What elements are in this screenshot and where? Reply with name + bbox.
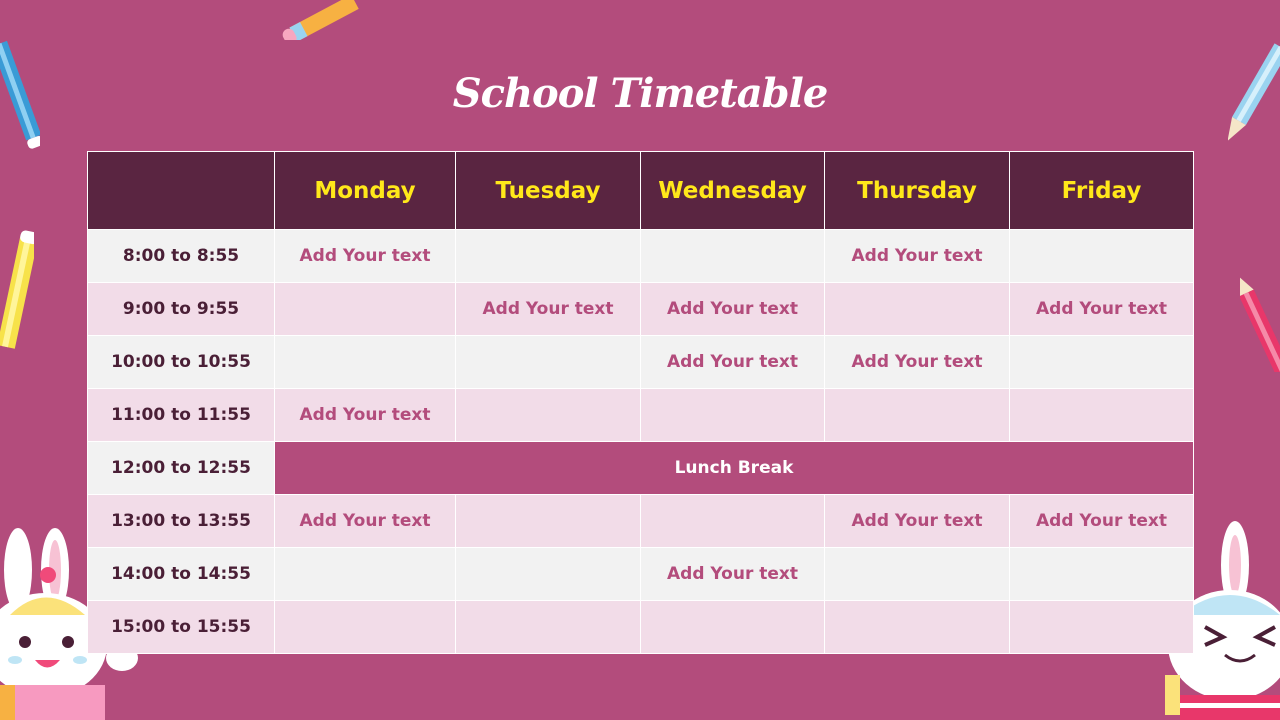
table-cell[interactable] — [1010, 336, 1194, 389]
day-header-tuesday: Tuesday — [456, 152, 641, 230]
table-row — [88, 230, 1194, 283]
table-cell[interactable] — [825, 283, 1010, 336]
table-cell[interactable] — [456, 230, 641, 283]
table-cell[interactable] — [456, 389, 641, 442]
table-cell[interactable] — [456, 601, 641, 654]
table-cell[interactable] — [1010, 548, 1194, 601]
table-cell[interactable] — [641, 389, 825, 442]
table-cell[interactable] — [275, 336, 456, 389]
table-cell[interactable]: Add Your text — [641, 548, 825, 601]
pencil-icon — [280, 0, 370, 40]
time-slot: 11:00 to 11:55 — [88, 389, 275, 442]
table-cell[interactable]: Add Your text — [825, 495, 1010, 548]
time-slot: 14:00 to 14:55 — [88, 548, 275, 601]
table-cell[interactable] — [825, 548, 1010, 601]
table-row — [88, 389, 1194, 442]
time-slot: 9:00 to 9:55 — [88, 283, 275, 336]
day-header-wednesday: Wednesday — [641, 152, 825, 230]
table-cell[interactable]: Add Your text — [275, 389, 456, 442]
table-cell[interactable] — [275, 548, 456, 601]
day-header-monday: Monday — [275, 152, 456, 230]
lunch-break-cell: Lunch Break — [275, 442, 1194, 495]
table-cell[interactable] — [1010, 389, 1194, 442]
timetable — [87, 151, 1194, 654]
table-cell[interactable] — [1010, 230, 1194, 283]
page-title: School Timetable — [452, 70, 828, 117]
header-row — [88, 152, 1194, 230]
day-header-friday: Friday — [1010, 152, 1194, 230]
table-cell[interactable]: Add Your text — [275, 495, 456, 548]
time-slot: 12:00 to 12:55 — [88, 442, 275, 495]
table-cell[interactable] — [275, 283, 456, 336]
time-slot: 8:00 to 8:55 — [88, 230, 275, 283]
table-cell[interactable]: Add Your text — [825, 336, 1010, 389]
table-cell[interactable] — [456, 495, 641, 548]
table-row — [88, 548, 1194, 601]
time-slot: 13:00 to 13:55 — [88, 495, 275, 548]
time-slot: 10:00 to 10:55 — [88, 336, 275, 389]
day-header-thursday: Thursday — [825, 152, 1010, 230]
table-cell[interactable] — [641, 230, 825, 283]
table-cell[interactable]: Add Your text — [275, 230, 456, 283]
table-row — [88, 495, 1194, 548]
table-cell[interactable]: Add Your text — [456, 283, 641, 336]
table-cell[interactable] — [456, 548, 641, 601]
table-cell[interactable] — [456, 336, 641, 389]
table-cell[interactable] — [641, 495, 825, 548]
table-cell[interactable]: Add Your text — [1010, 283, 1194, 336]
time-slot: 15:00 to 15:55 — [88, 601, 275, 654]
table-cell[interactable] — [275, 601, 456, 654]
pencil-icon — [0, 230, 34, 360]
table-cell[interactable] — [825, 389, 1010, 442]
header-corner — [88, 152, 275, 230]
table-cell[interactable] — [825, 601, 1010, 654]
table-cell[interactable]: Add Your text — [825, 230, 1010, 283]
table-cell[interactable]: Add Your text — [641, 336, 825, 389]
pencil-icon — [1240, 272, 1280, 372]
table-row — [88, 336, 1194, 389]
table-row — [88, 283, 1194, 336]
table-cell[interactable]: Add Your text — [1010, 495, 1194, 548]
table-cell[interactable] — [1010, 601, 1194, 654]
table-cell[interactable]: Add Your text — [641, 283, 825, 336]
table-cell[interactable] — [641, 601, 825, 654]
table-row — [88, 442, 1194, 495]
table-row — [88, 601, 1194, 654]
